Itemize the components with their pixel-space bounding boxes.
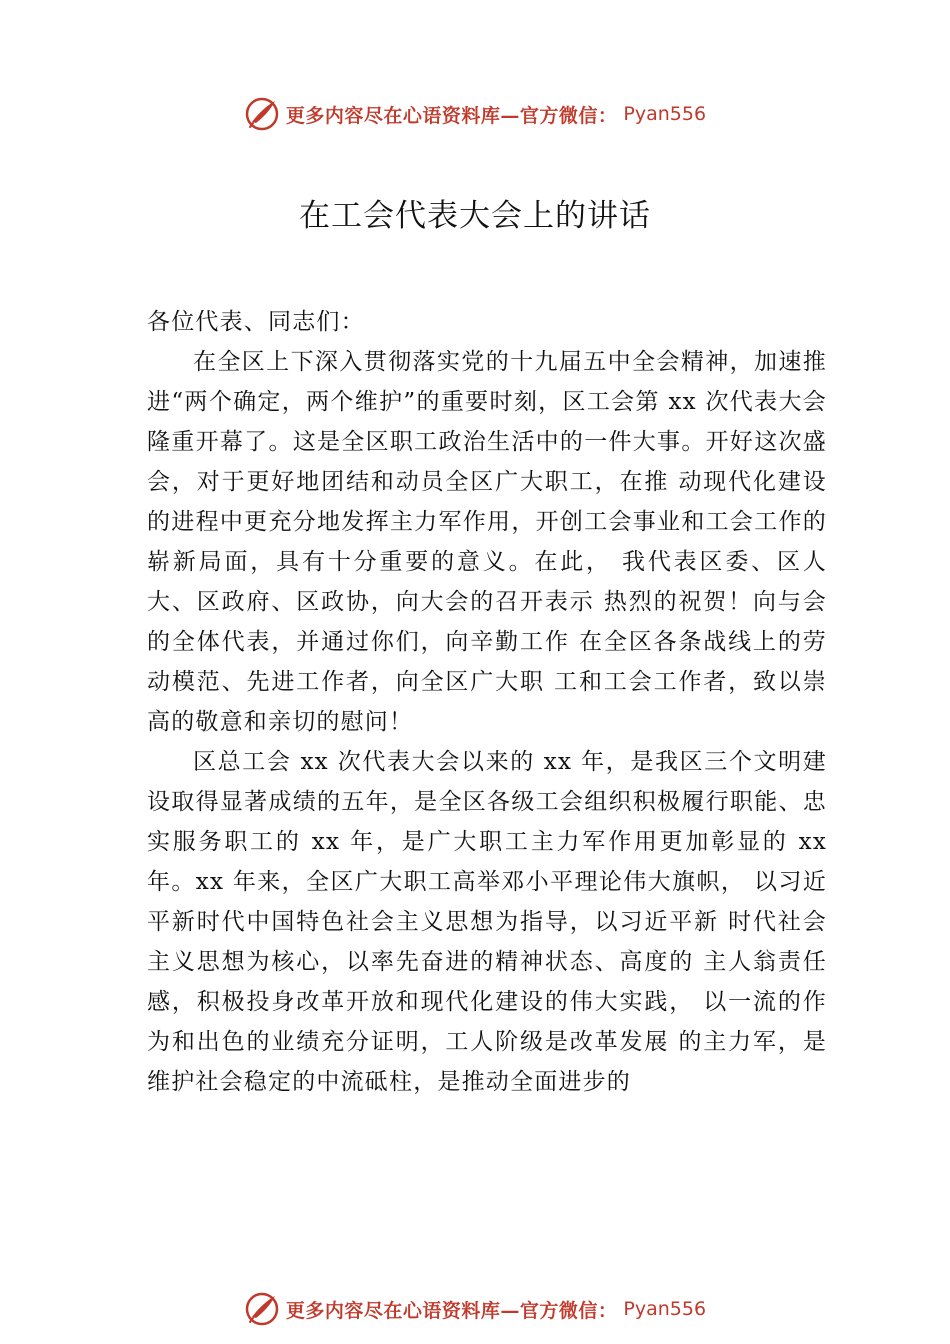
banner-wechat-id: Pyan556 (623, 103, 707, 125)
banner-text: 更多内容尽在心语资料库—官方微信： (285, 1299, 618, 1322)
document-title: 在工会代表大会上的讲话 (299, 198, 651, 234)
header-banner (0, 94, 950, 134)
quill-logo-icon (244, 1291, 280, 1327)
banner-text: 更多内容尽在心语资料库—官方微信： (285, 104, 618, 127)
footer-banner (0, 1289, 950, 1329)
paragraph-1: 在全区上下深入贯彻落实党的十九届五中全会精神，加速推进“两个确定，两个维护”的重要时刻，区工会第 xx 次代表大会隆重开幕了。这是全区职工政治生活中的一件大事。开好这次盛会，对于更好地团结和动员全区广大职工，在推 动现代化建设的进程中更充分地发挥主力军作用，开创工会事业和工会工作的崭新局面，具有十分重要的意义。在此， 我代表区委、区人大、区政府、区政协，向大会的召开表示 热烈的祝贺！向与会的全体代表，并通过你们，向辛勤工作 在全区各条战线上的劳动模范、先进工作者，向全区广大职 工和工会工作者，致以崇高的敬意和亲切的慰问！ (147, 349, 827, 735)
document-body (147, 302, 827, 1102)
paragraph-2: 区总工会 xx 次代表大会以来的 xx 年，是我区三个文明建设取得显著成绩的五年，是全区各级工会组织积极履行职能、忠实服务职工的 xx 年，是广大职工主力军作用更加彰显的 xx 年。xx 年来，全区广大职工高举邓小平理论伟大旗帜， 以习近平新时代中国特色社会主义思想为指导，以习近平新 时代社会主义思想为核心，以率先奋进的精神状态、高度的 主人翁责任感，积极投身改革开放和现代化建设的伟大实践， 以一流的作为和出色的业绩充分证明，工人阶级是改革发展 的主力军，是维护社会稳定的中流砥柱，是推动全面进步的 (147, 749, 827, 1095)
quill-logo-icon (244, 96, 280, 132)
banner-wechat-id: Pyan556 (623, 1298, 707, 1320)
salutation: 各位代表、同志们： (147, 309, 365, 335)
